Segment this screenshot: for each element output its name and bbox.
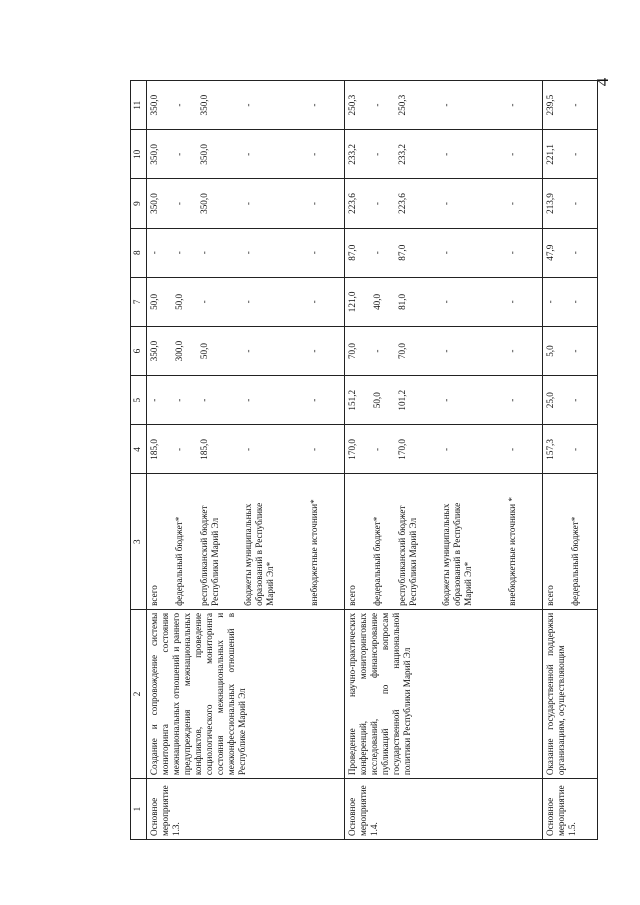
amount-value: 170,0 (347, 439, 357, 460)
amount-value: 350,0 (149, 144, 159, 165)
amount-value: - (441, 349, 451, 353)
amount-value: 25,0 (545, 392, 555, 409)
amount-value: 350,0 (199, 193, 209, 214)
amount-value: - (507, 202, 517, 206)
amount-value: 50,0 (149, 293, 159, 310)
amount-value: 350,0 (199, 94, 209, 116)
amount-value: - (174, 447, 184, 451)
amount-value: 70,0 (397, 343, 407, 360)
column-header: 1 (131, 779, 147, 840)
value-cell (345, 376, 543, 425)
amount-value: - (372, 447, 382, 451)
amount-value: - (243, 152, 253, 156)
value-cell (147, 179, 345, 228)
column-header: 8 (131, 228, 147, 277)
amount-value: 250,3 (397, 94, 407, 116)
amount-value: - (372, 152, 382, 156)
amount-value: - (309, 300, 319, 304)
amount-value: 250,3 (347, 94, 357, 116)
amount-value: 300,0 (174, 340, 184, 362)
amount-value: - (174, 398, 184, 402)
description-cell: Проведение научно-практических конференций, мониторинговых исследований, финансирование публикаций по вопросам государственной национальной политики Республики Марий Эл (345, 609, 543, 778)
amount-value: 47,9 (545, 244, 555, 261)
amount-value: - (570, 300, 580, 304)
value-cell (543, 228, 598, 277)
column-number-row (131, 81, 147, 840)
amount-value: - (570, 152, 580, 156)
amount-value: - (507, 300, 517, 304)
value-cell (543, 425, 598, 474)
amount-value: - (441, 300, 451, 304)
amount-value: - (507, 398, 517, 402)
column-header: 5 (131, 376, 147, 425)
table-body (147, 81, 598, 840)
amount-value: 185,0 (199, 439, 209, 460)
funding-source-label: федеральный бюджет* (174, 516, 184, 606)
amount-value: 350,0 (149, 193, 159, 214)
funding-source-label: бюджеты муниципальных образований в Республике Марий Эл* (441, 502, 473, 606)
funding-source-label: бюджеты муниципальных образований в Республике Марий Эл* (243, 502, 275, 606)
table-row (345, 81, 543, 840)
column-header: 7 (131, 277, 147, 326)
amount-value: 121,0 (347, 291, 357, 313)
value-cell (543, 81, 598, 130)
funding-source-label: федеральный бюджет* (570, 516, 580, 606)
measure-cell: Основное мероприятие 1.5. (543, 779, 598, 840)
table-row (147, 81, 345, 840)
amount-value: - (243, 447, 253, 451)
amount-value: - (309, 349, 319, 353)
amount-value: 223,6 (397, 193, 407, 214)
amount-value: 70,0 (347, 343, 357, 360)
amount-value: - (570, 202, 580, 206)
value-cell (543, 130, 598, 179)
table-row (543, 81, 598, 840)
amount-value: - (507, 349, 517, 353)
funding-source-label: всего (347, 585, 357, 606)
amount-value: - (174, 152, 184, 156)
amount-value: - (372, 202, 382, 206)
value-cell (147, 81, 345, 130)
amount-value: - (441, 202, 451, 206)
amount-value: - (309, 447, 319, 451)
value-cell (147, 425, 345, 474)
amount-value: - (243, 349, 253, 353)
amount-value: 350,0 (149, 94, 159, 116)
amount-value: - (570, 251, 580, 255)
amount-value: 157,3 (545, 439, 555, 460)
amount-value: - (441, 152, 451, 156)
value-cell (147, 228, 345, 277)
amount-value: - (199, 300, 209, 304)
funding-source-label: всего (149, 585, 159, 606)
amount-value: 233,2 (347, 144, 357, 165)
value-cell (543, 376, 598, 425)
funding-source-label: внебюджетные источники * (507, 497, 517, 606)
funding-source-cell (147, 474, 345, 609)
value-cell (147, 277, 345, 326)
amount-value: - (507, 251, 517, 255)
value-cell (345, 130, 543, 179)
amount-value: 350,0 (149, 340, 159, 362)
amount-value: - (507, 152, 517, 156)
amount-value: - (243, 103, 253, 107)
amount-value: - (243, 251, 253, 255)
amount-value: 5,0 (545, 345, 555, 357)
amount-value: - (149, 251, 159, 255)
amount-value: - (309, 202, 319, 206)
amount-value: - (174, 103, 184, 107)
value-cell (345, 326, 543, 375)
column-header: 4 (131, 425, 147, 474)
amount-value: 213,9 (545, 193, 555, 214)
amount-value: - (372, 251, 382, 255)
value-cell (345, 425, 543, 474)
value-cell (147, 376, 345, 425)
amount-value: 50,0 (174, 293, 184, 310)
amount-value: - (199, 251, 209, 255)
funding-source-label: республиканский бюджет Республики Марий Эл (397, 505, 418, 606)
amount-value: - (507, 103, 517, 107)
amount-value: - (372, 103, 382, 107)
amount-value: - (570, 349, 580, 353)
amount-value: - (199, 398, 209, 402)
amount-value: - (441, 447, 451, 451)
amount-value: - (243, 398, 253, 402)
measure-cell: Основное мероприятие 1.4. (345, 779, 543, 840)
amount-value: - (441, 251, 451, 255)
amount-value: - (243, 202, 253, 206)
value-cell (345, 81, 543, 130)
amount-value: - (309, 103, 319, 107)
amount-value: - (243, 300, 253, 304)
column-header: 6 (131, 326, 147, 375)
amount-value: - (174, 251, 184, 255)
amount-value: - (570, 398, 580, 402)
value-cell (345, 277, 543, 326)
budget-table (130, 80, 598, 840)
amount-value: 151,2 (347, 389, 357, 411)
funding-source-label: всего (545, 585, 555, 606)
value-cell (345, 179, 543, 228)
value-cell (543, 277, 598, 326)
amount-value: - (309, 251, 319, 255)
amount-value: 50,0 (199, 343, 209, 360)
amount-value: - (507, 447, 517, 451)
amount-value: - (570, 103, 580, 107)
amount-value: - (545, 300, 555, 304)
column-header: 3 (131, 474, 147, 609)
funding-source-label: внебюджетные источники* (309, 499, 319, 606)
funding-source-cell (543, 474, 598, 609)
amount-value: - (441, 103, 451, 107)
funding-source-cell (345, 474, 543, 609)
amount-value: 87,0 (347, 244, 357, 261)
value-cell (543, 326, 598, 375)
column-header: 11 (131, 81, 147, 130)
amount-value: 40,0 (372, 293, 382, 310)
funding-source-label: федеральный бюджет* (372, 516, 382, 606)
amount-value: - (309, 398, 319, 402)
column-header: 10 (131, 130, 147, 179)
value-cell (147, 130, 345, 179)
document-sheet (130, 80, 580, 840)
amount-value: - (441, 398, 451, 402)
amount-value: 185,0 (149, 439, 159, 460)
amount-value: 221,1 (545, 144, 555, 165)
amount-value: 81,0 (397, 293, 407, 310)
amount-value: - (174, 202, 184, 206)
amount-value: - (149, 398, 159, 402)
amount-value: - (372, 349, 382, 353)
amount-value: 101,2 (397, 389, 407, 411)
amount-value: 50,0 (372, 392, 382, 409)
column-header: 2 (131, 609, 147, 778)
amount-value: - (570, 447, 580, 451)
amount-value: 87,0 (397, 244, 407, 261)
amount-value: - (309, 152, 319, 156)
measure-cell: Основное мероприятие 1.3. (147, 779, 345, 840)
amount-value: 233,2 (397, 144, 407, 165)
amount-value: 170,0 (397, 439, 407, 460)
value-cell (543, 179, 598, 228)
amount-value: 239,5 (545, 94, 555, 116)
description-cell: Оказание государственной поддержки организациям, осуществляющим (543, 609, 598, 778)
amount-value: 350,0 (199, 144, 209, 165)
amount-value: 223,6 (347, 193, 357, 214)
page-number: 4 (593, 77, 612, 87)
rotated-table-wrapper (130, 80, 580, 840)
description-cell: Создание и сопровождение системы мониторинга состояния межнациональных отношений и раннего предупреждения межнациональных конфликтов, проведение социологического мониторинга состояния межнациональных и межконфессиональных отношений в Республике Марий Эл (147, 609, 345, 778)
funding-source-label: республиканский бюджет Республики Марий Эл (199, 505, 220, 606)
value-cell (147, 326, 345, 375)
value-cell (345, 228, 543, 277)
column-header: 9 (131, 179, 147, 228)
